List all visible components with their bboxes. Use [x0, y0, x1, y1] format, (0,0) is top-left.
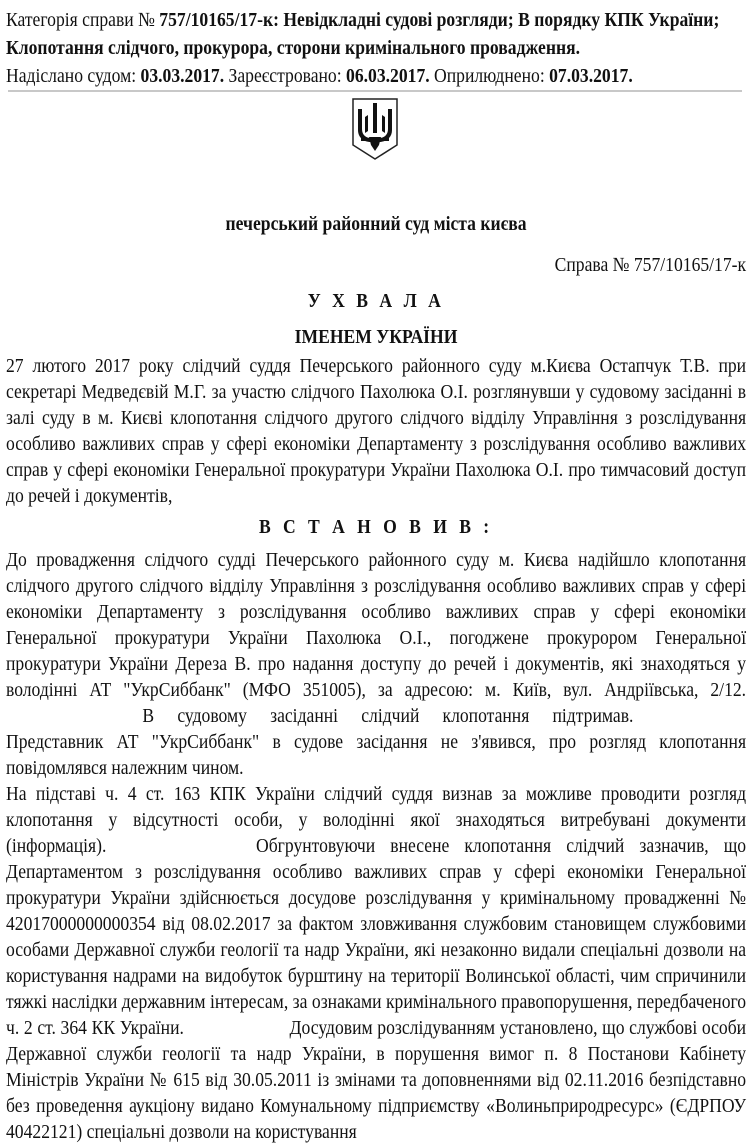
category-label: Категорія справи № [6, 9, 160, 31]
intro-paragraph: 27 лютого 2017 року слідчий суддя Печерського районного суду м.Києва Остапчук Т.В. при секретарі Медведєвій М.Г. за участю слідчого Пахолюка О.І. розглянувши у судовому засіданні в залі суду в м. Києві клопотання слідчого другого слідчого відділу Управління з розслідування особливо важливих справ у сфері економіки Департаменту з розслідування особливо важливих справ у сфері економіки Генеральної прокуратури України Пахолюка О.І. про тимчасовий доступ до речей і документів, [6, 355, 747, 507]
body-text: Представник АТ "УкрСиббанк" в судове засідання не з'явився, про розгляд клопотання повідомлявся належним чином. [6, 731, 747, 779]
published-label: Оприлюднено: [429, 65, 550, 87]
document-body [6, 547, 746, 1145]
registered-label: Зареєстровано: [224, 65, 347, 87]
registered-date: 06.03.2017. [346, 65, 430, 87]
published-date: 07.03.2017. [549, 65, 633, 87]
document-subtitle: ІМЕНЕМ УКРАЇНИ [294, 326, 458, 348]
dates-line [6, 62, 746, 90]
body-text: Досудовим розслідуванням установлено, що службові особи Державної служби геології та надр України, в порушення вимог п. 8 Постанови Кабінету Міністрів України № 615 від 30.05.2011 із змінами та доповненнями від 02.11.2016 безпідставно без проведення аукціону видано Комунальному підприємству «Волиньприродресурс» (ЄДРПОУ 40422121) спеціальні дозволи на користування [6, 1017, 747, 1143]
body-text: На підставі ч. 4 ст. 163 КПК України слідчий суддя визнав за можливе проводити розгляд клопотання у відсутності особи, у володінні якої знаходяться витребувані документи (інформація). [6, 783, 747, 857]
sent-label: Надіслано судом: [6, 65, 141, 87]
header-divider [8, 90, 742, 92]
court-name: печерський районний суд міста києва [225, 213, 527, 235]
category-line [6, 6, 746, 62]
body-text: До провадження слідчого судді Печерського районного суду м. Києва надійшло клопотання слідчого другого слідчого відділу Управління з розслідування особливо важливих справ у сфері економіки Департаменту з розслідування особливо важливих справ у сфері економіки Генеральної прокуратури України Пахолюка О.І., погоджене прокурором Генеральної прокуратури України Дереза В. про надання доступу до речей і документів, які знаходяться у володінні АТ "УкрСиббанк" (МФО 351005), за адресою: м. Київ, вул. Андріївська, 2/12. [6, 549, 747, 701]
body-paragraph [6, 781, 746, 1145]
document-page [6, 6, 747, 1143]
document-metadata [6, 6, 746, 90]
body-text: В судовому засіданні слідчий клопотання підтримав. [142, 705, 634, 727]
category-value: 757/10165/17-к: Невідкладні судові розгляди; В порядку КПК України; Клопотання слідчого, прокурора, сторони кримінального провадження. [6, 9, 720, 59]
document-title: У Х В А Л А [307, 290, 445, 312]
body-paragraph [6, 547, 746, 781]
section-heading: В С Т А Н О В И В : [258, 516, 494, 538]
coat-of-arms-icon [351, 97, 399, 161]
body-text: Обгрунтовуючи внесене клопотання слідчий зазначив, що Департаментом з розслідування особливо важливих справ у сфері економіки Генеральної прокуратури України здійснюється досудове розслідування у кримінальному провадженні № 42017000000000354 від 08.02.2017 за фактом зловживання службовим становищем службовими особами Державної служби геології та надр України, які незаконно видали спеціальні дозволи на користування надрами на видобуток бурштину на території Волинської області, чим спричинили тяжкі наслідки державним інтересам, за ознаками кримінального правопорушення, передбаченого ч. 2 ст. 364 КК України. [6, 835, 747, 1039]
case-number: Справа № 757/10165/17-к [554, 254, 747, 276]
sent-date: 03.03.2017. [140, 65, 225, 87]
